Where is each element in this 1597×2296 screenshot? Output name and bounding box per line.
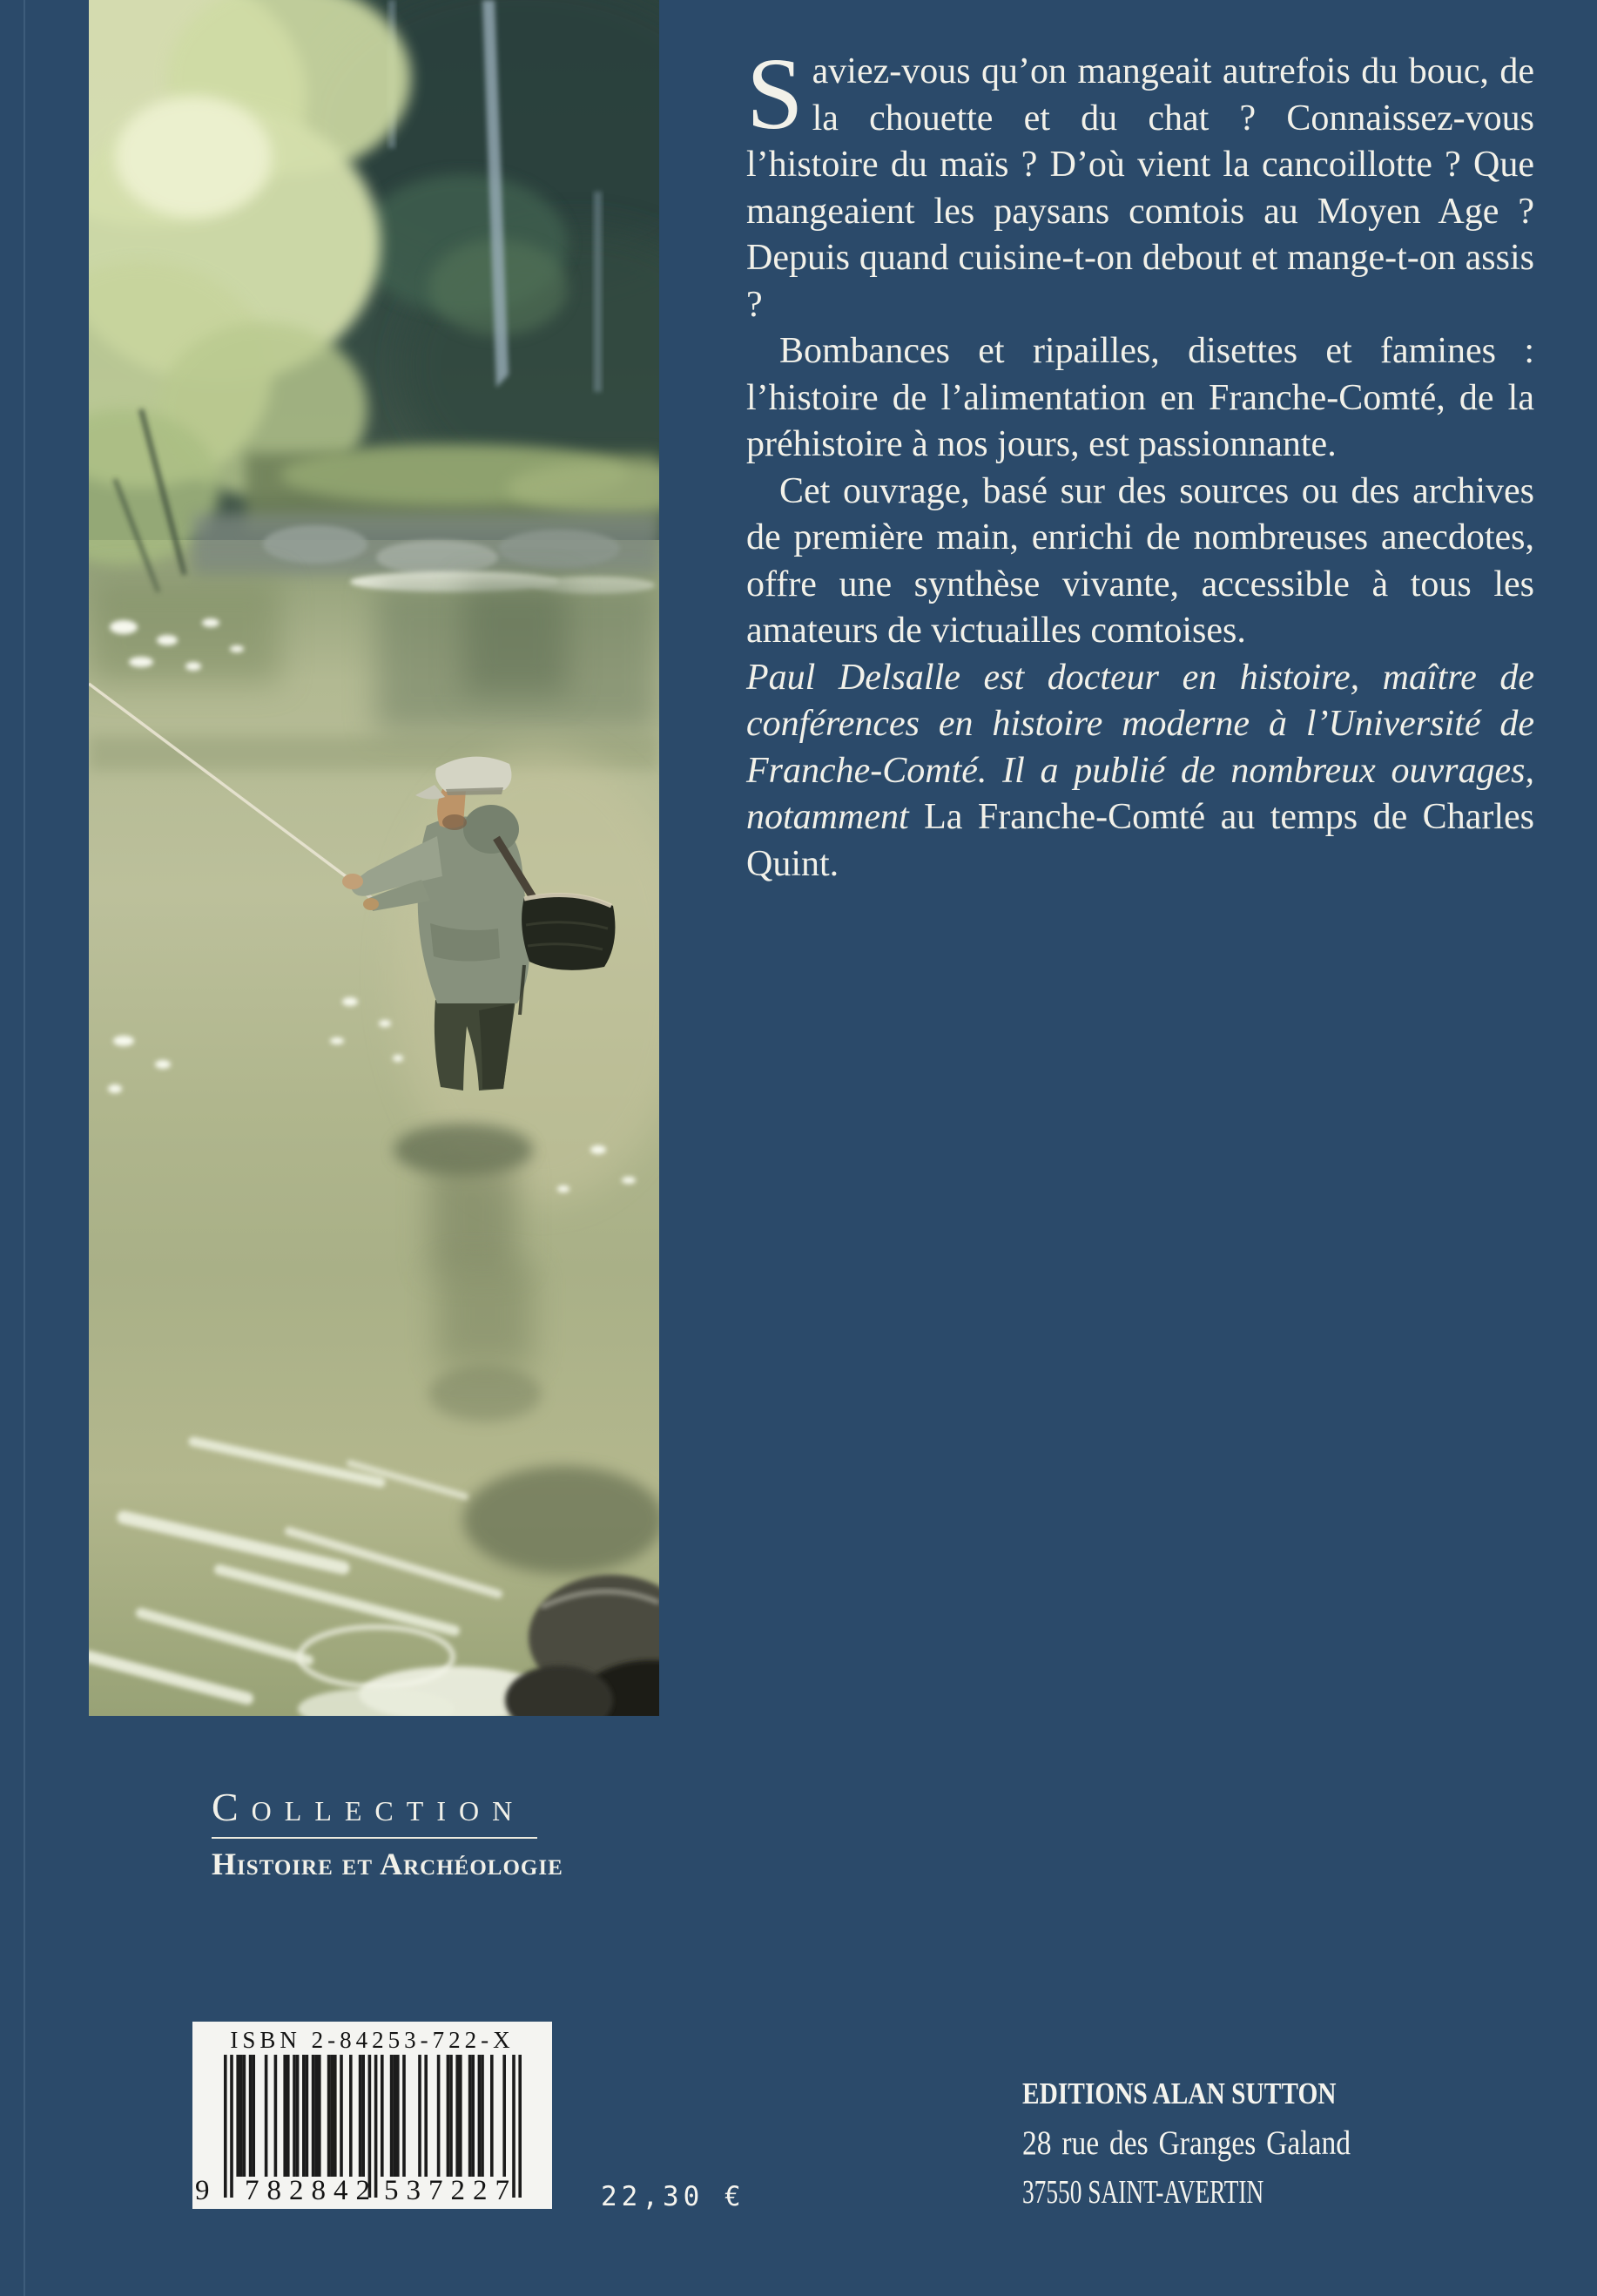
ean13-digits bbox=[192, 2174, 552, 2207]
fisherman-river-photo bbox=[89, 0, 659, 1716]
publisher-address-city: 37550 SAINT-AVERTIN bbox=[1022, 2173, 1264, 2211]
dropcap-letter: S bbox=[746, 37, 804, 151]
publisher-address-street: 28 rue des Granges Galand bbox=[1022, 2124, 1351, 2162]
ean-lead-digit: 9 bbox=[195, 2175, 210, 2206]
author-bio bbox=[746, 655, 1534, 888]
blurb-paragraph-1 bbox=[746, 37, 1534, 328]
collection-series-name: Histoire et Archéologie bbox=[212, 1846, 563, 1881]
isbn-barcode-box bbox=[192, 2022, 552, 2209]
blurb-paragraph-2: Bombances et ripailles, disettes et famines : l’histoire de l’alimentation en Franche-Comté, de la préhistoire à nos jours, est passionnante. bbox=[746, 331, 1534, 464]
blurb-paragraph-1-text: aviez-vous qu’on mangeait autrefois du bouc, de la chouette et du chat ? Connaissez-vous l’histoire du maïs ? D’où vient la cancoillotte ? Que mangeaient les paysans comtois au Moyen Age ? Depuis quand cuisine-t-on debout et mange-t-on assis ? bbox=[746, 51, 1534, 325]
back-cover-blurb bbox=[746, 37, 1534, 888]
author-bio-book-title: La Franche-Comté au temps de Charles Quint. bbox=[746, 797, 1534, 884]
cover-fold-line bbox=[24, 0, 25, 2296]
isbn-number: ISBN 2-84253-722-X bbox=[230, 2027, 515, 2053]
publisher-name: EDITIONS ALAN SUTTON bbox=[1022, 2077, 1337, 2110]
collection-divider bbox=[212, 1837, 537, 1839]
ean-digit-group-1: 782842 bbox=[245, 2175, 378, 2206]
collection-block bbox=[212, 1786, 563, 1881]
author-bio-italic: Paul Delsalle est docteur en histoire, maître de conférences en histoire moderne à l’Université de Franche-Comté. Il a publié de nombreux ouvrages, notamment bbox=[746, 657, 1534, 837]
ean-digit-group-2: 537227 bbox=[384, 2175, 517, 2206]
publisher-block bbox=[1022, 2078, 1404, 2211]
collection-label: Collection bbox=[212, 1785, 526, 1829]
blurb-paragraph-3: Cet ouvrage, basé sur des sources ou des archives de première main, enrichi de nombreuses anecdotes, offre une synthèse vivante, accessible à tous les amateurs de victuailles comtoises. bbox=[746, 470, 1534, 651]
price-label: 22,30 € bbox=[601, 2181, 745, 2212]
